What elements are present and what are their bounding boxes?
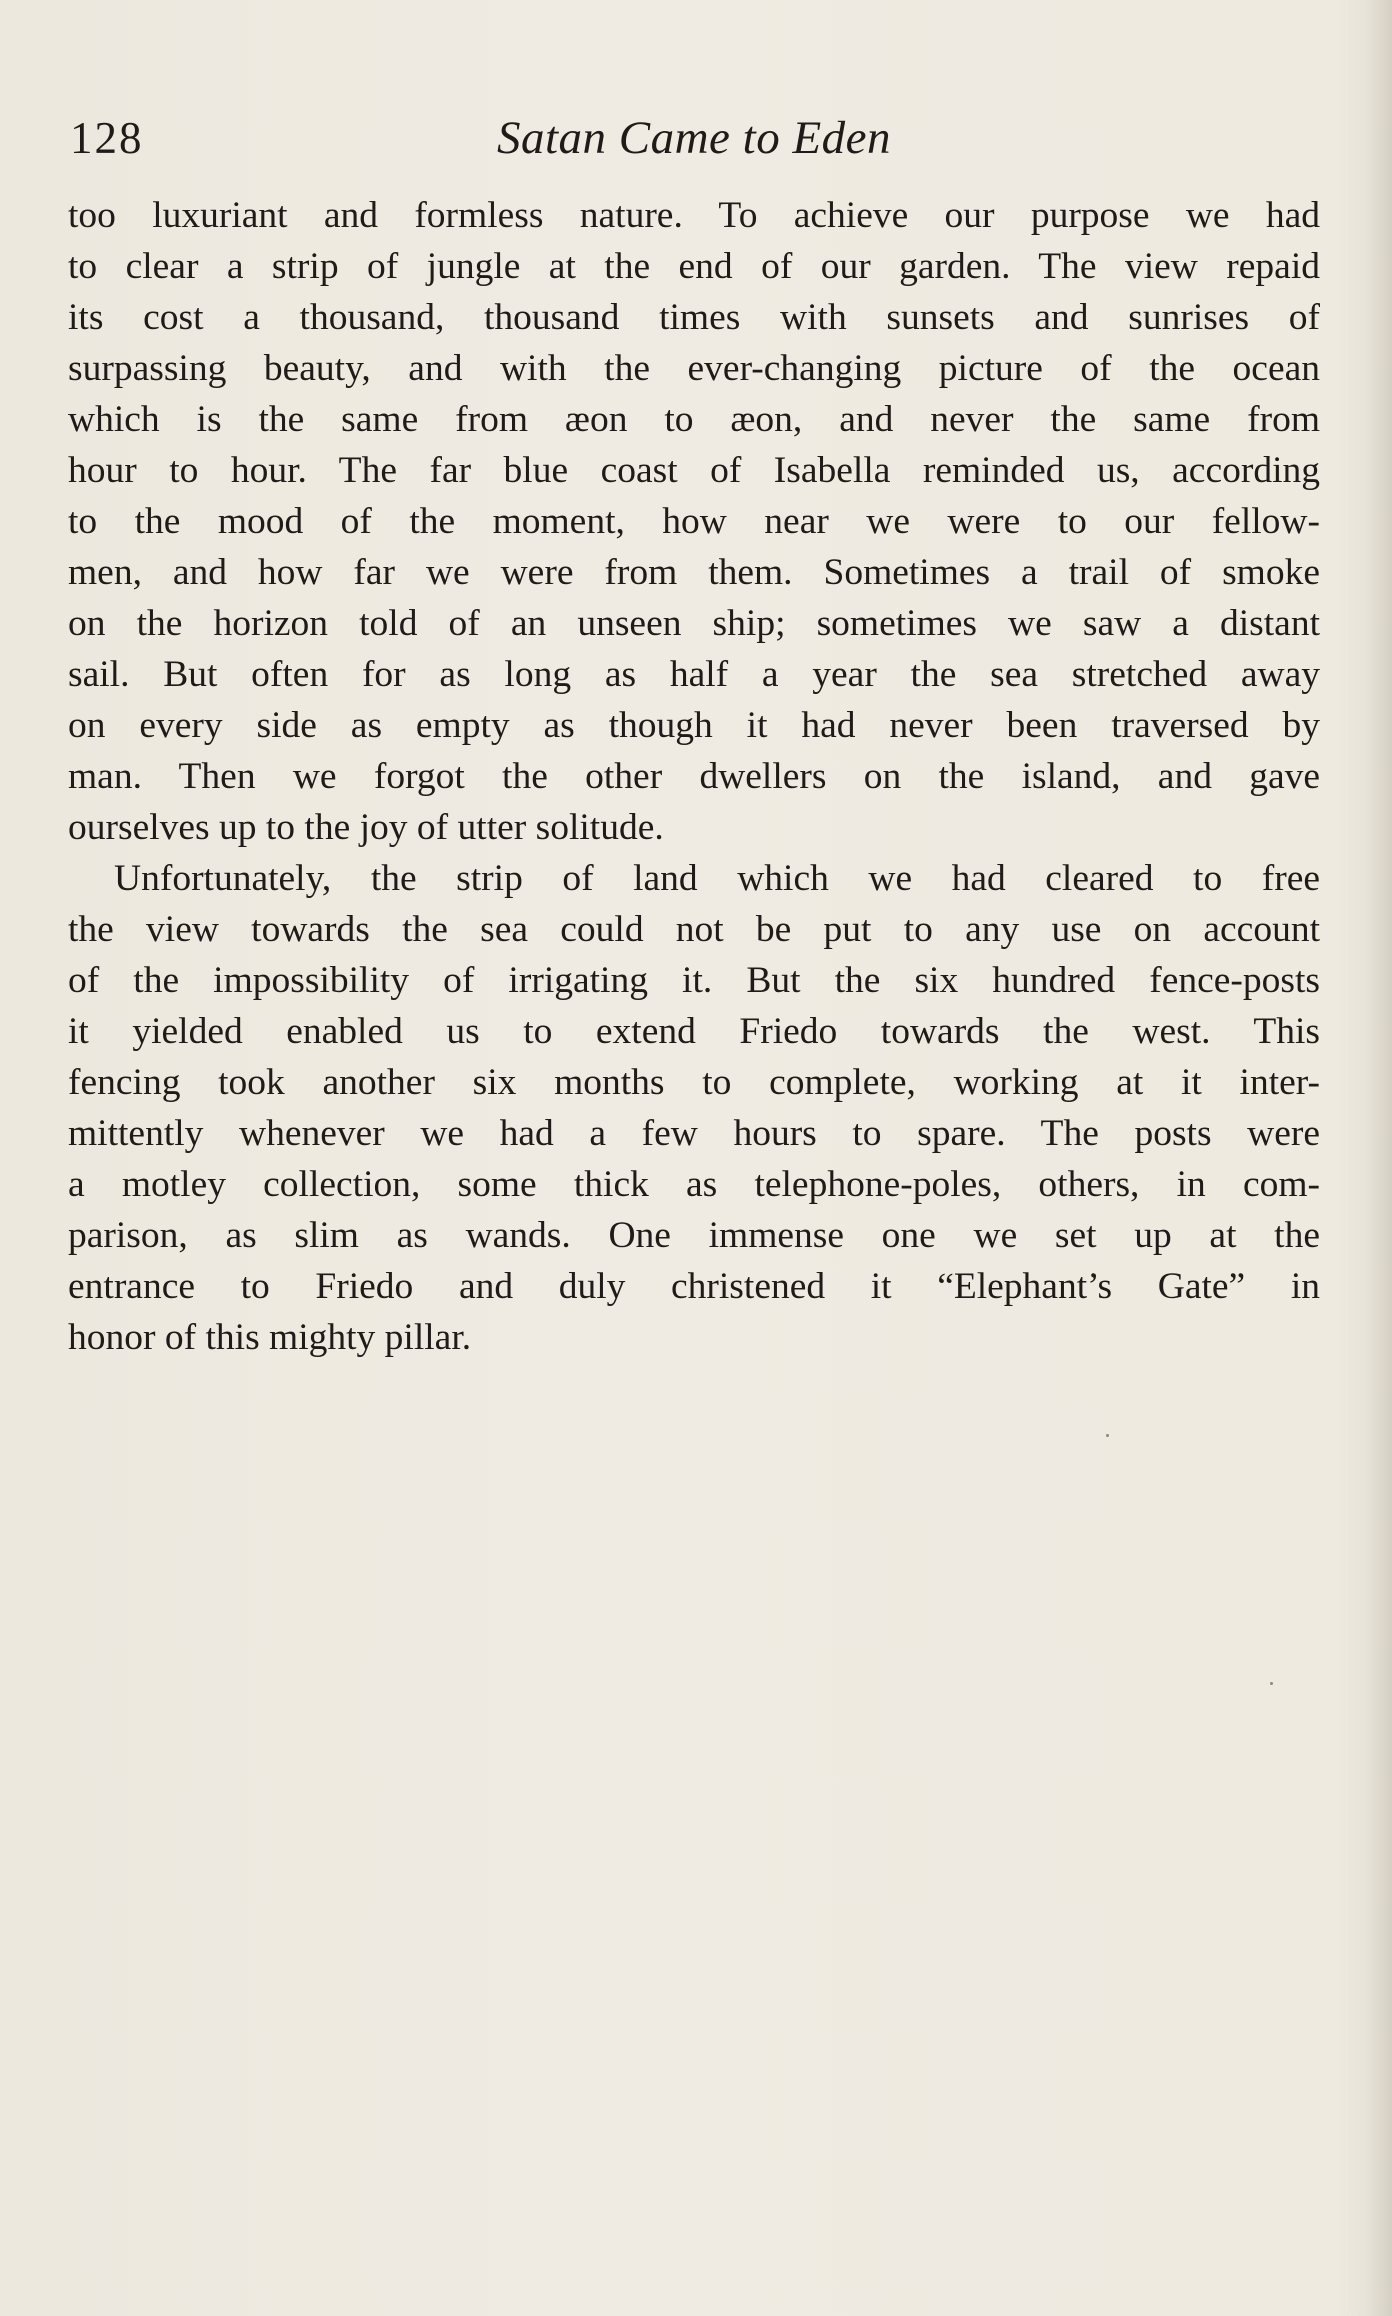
- text-line: its cost a thousand, thousand times with sunsets and sunrises of: [68, 297, 1320, 338]
- text-line: Unfortunately, the strip of land which we had cleared to free: [114, 858, 1320, 899]
- text-line: sail. But often for as long as half a year the sea stretched away: [68, 654, 1320, 695]
- text-line: men, and how far we were from them. Sometimes a trail of smoke: [68, 552, 1320, 593]
- text-line: to the mood of the moment, how near we were to our fellow-: [68, 501, 1320, 542]
- text-line: fencing took another six months to complete, working at it inter-: [68, 1062, 1320, 1103]
- paper-speck: [1106, 1434, 1109, 1437]
- paragraph-2: [68, 853, 1320, 1363]
- text-line: of the impossibility of irrigating it. But the six hundred fence-posts: [68, 960, 1320, 1001]
- text-line: surpassing beauty, and with the ever-changing picture of the ocean: [68, 348, 1320, 389]
- text-line: too luxuriant and formless nature. To achieve our purpose we had: [68, 195, 1320, 236]
- text-line: on every side as empty as though it had never been traversed by: [68, 705, 1320, 746]
- running-title: Satan Came to Eden: [496, 112, 892, 164]
- page-edge-shadow: [1366, 0, 1392, 2316]
- text-line: it yielded enabled us to extend Friedo towards the west. This: [68, 1011, 1320, 1052]
- text-line: entrance to Friedo and duly christened it “Elephant’s Gate” in: [68, 1266, 1320, 1307]
- text-line: man. Then we forgot the other dwellers on the island, and gave: [68, 756, 1320, 797]
- page-number: 128: [70, 113, 144, 163]
- text-line: a motley collection, some thick as telephone-poles, others, in com-: [68, 1164, 1320, 1205]
- text-line: which is the same from æon to æon, and never the same from: [68, 399, 1320, 440]
- text-line: to clear a strip of jungle at the end of our garden. The view repaid: [68, 246, 1320, 287]
- paragraph-1: [68, 190, 1320, 853]
- page-header: [68, 108, 1320, 168]
- text-line: hour to hour. The far blue coast of Isabella reminded us, according: [68, 450, 1320, 491]
- text-line: mittently whenever we had a few hours to spare. The posts were: [68, 1113, 1320, 1154]
- text-line: the view towards the sea could not be put to any use on account: [68, 909, 1320, 950]
- text-line: ourselves up to the joy of utter solitude.: [68, 807, 664, 848]
- text-line: on the horizon told of an unseen ship; sometimes we saw a distant: [68, 603, 1320, 644]
- text-line: parison, as slim as wands. One immense one we set up at the: [68, 1215, 1320, 1256]
- text-line: honor of this mighty pillar.: [68, 1317, 472, 1358]
- body-text: [68, 190, 1320, 1363]
- paper-speck: [1270, 1682, 1273, 1685]
